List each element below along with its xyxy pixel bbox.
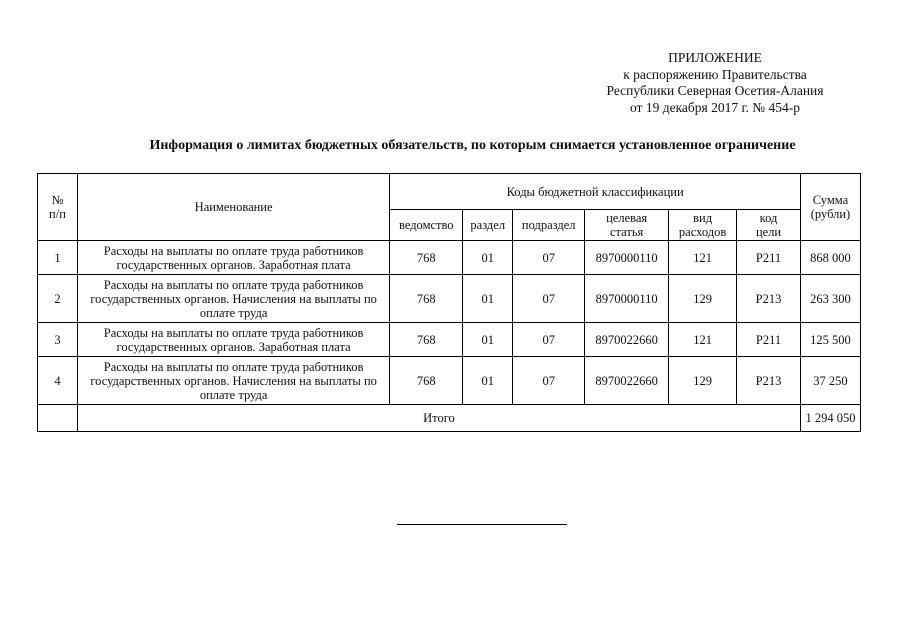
row-podrazdel: 07 xyxy=(513,275,585,323)
order-reference: к распоряжению Правительства xyxy=(623,66,807,82)
row-razdel: 01 xyxy=(463,275,513,323)
total-row xyxy=(38,405,861,432)
row-razdel: 01 xyxy=(463,357,513,405)
table-row xyxy=(38,357,861,405)
row-vid: 129 xyxy=(669,275,737,323)
row-razdel: 01 xyxy=(463,241,513,275)
row-number: 1 xyxy=(38,241,78,275)
row-statya: 8970000110 xyxy=(585,241,669,275)
row-sum: 868 000 xyxy=(800,241,860,275)
closing-divider xyxy=(397,524,567,525)
row-vedomstvo: 768 xyxy=(390,357,463,405)
header-classification-codes: Коды бюджетной классификации xyxy=(390,174,801,210)
row-number: 2 xyxy=(38,275,78,323)
row-sum: 125 500 xyxy=(800,323,860,357)
subheader-vid: вид расходов xyxy=(669,210,737,241)
appendix-header xyxy=(585,50,845,116)
row-podrazdel: 07 xyxy=(513,357,585,405)
row-vid: 121 xyxy=(669,323,737,357)
header-name: Наименование xyxy=(77,174,389,241)
appendix-label: ПРИЛОЖЕНИЕ xyxy=(668,50,762,65)
republic-name: Республики Северная Осетия-Алания xyxy=(606,83,824,98)
row-vid: 129 xyxy=(669,357,737,405)
row-name: Расходы на выплаты по оплате труда работников государственных органов. Заработная плата xyxy=(77,323,389,357)
subheader-podrazdel: подраздел xyxy=(513,210,585,241)
subheader-vedomstvo: ведомство xyxy=(390,210,463,241)
table-row xyxy=(38,323,861,357)
table-row xyxy=(38,275,861,323)
row-sum: 263 300 xyxy=(800,275,860,323)
table-header-row xyxy=(38,174,861,210)
subheader-razdel: раздел xyxy=(463,210,513,241)
header-sum: Сумма (рубли) xyxy=(800,174,860,241)
budget-limits-table xyxy=(37,173,861,432)
row-statya: 8970000110 xyxy=(585,275,669,323)
row-vedomstvo: 768 xyxy=(390,323,463,357)
row-vedomstvo: 768 xyxy=(390,241,463,275)
row-statya: 8970022660 xyxy=(585,357,669,405)
header-number: № п/п xyxy=(38,174,78,241)
row-number: 3 xyxy=(38,323,78,357)
row-podrazdel: 07 xyxy=(513,241,585,275)
row-kod: Р213 xyxy=(737,275,801,323)
table-row xyxy=(38,241,861,275)
document-title: Информация о лимитах бюджетных обязательств, по которым снимается установленное ограничение xyxy=(149,138,796,153)
row-kod: Р213 xyxy=(737,357,801,405)
total-label: Итого xyxy=(77,405,800,432)
row-number: 4 xyxy=(38,357,78,405)
total-value: 1 294 050 xyxy=(800,405,860,432)
row-name: Расходы на выплаты по оплате труда работников государственных органов. Заработная плата xyxy=(77,241,389,275)
row-name: Расходы на выплаты по оплате труда работников государственных органов. Начисления на выплаты по оплате труда xyxy=(77,357,389,405)
row-kod: Р211 xyxy=(737,323,801,357)
total-empty-cell xyxy=(38,405,78,432)
row-vedomstvo: 768 xyxy=(390,275,463,323)
subheader-statya: целевая статья xyxy=(585,210,669,241)
row-vid: 121 xyxy=(669,241,737,275)
row-kod: Р211 xyxy=(737,241,801,275)
row-statya: 8970022660 xyxy=(585,323,669,357)
row-razdel: 01 xyxy=(463,323,513,357)
row-name: Расходы на выплаты по оплате труда работников государственных органов. Начисления на выплаты по оплате труда xyxy=(77,275,389,323)
order-date-number: от 19 декабря 2017 г. № 454-р xyxy=(629,99,801,115)
row-sum: 37 250 xyxy=(800,357,860,405)
subheader-kod: код цели xyxy=(737,210,801,241)
row-podrazdel: 07 xyxy=(513,323,585,357)
